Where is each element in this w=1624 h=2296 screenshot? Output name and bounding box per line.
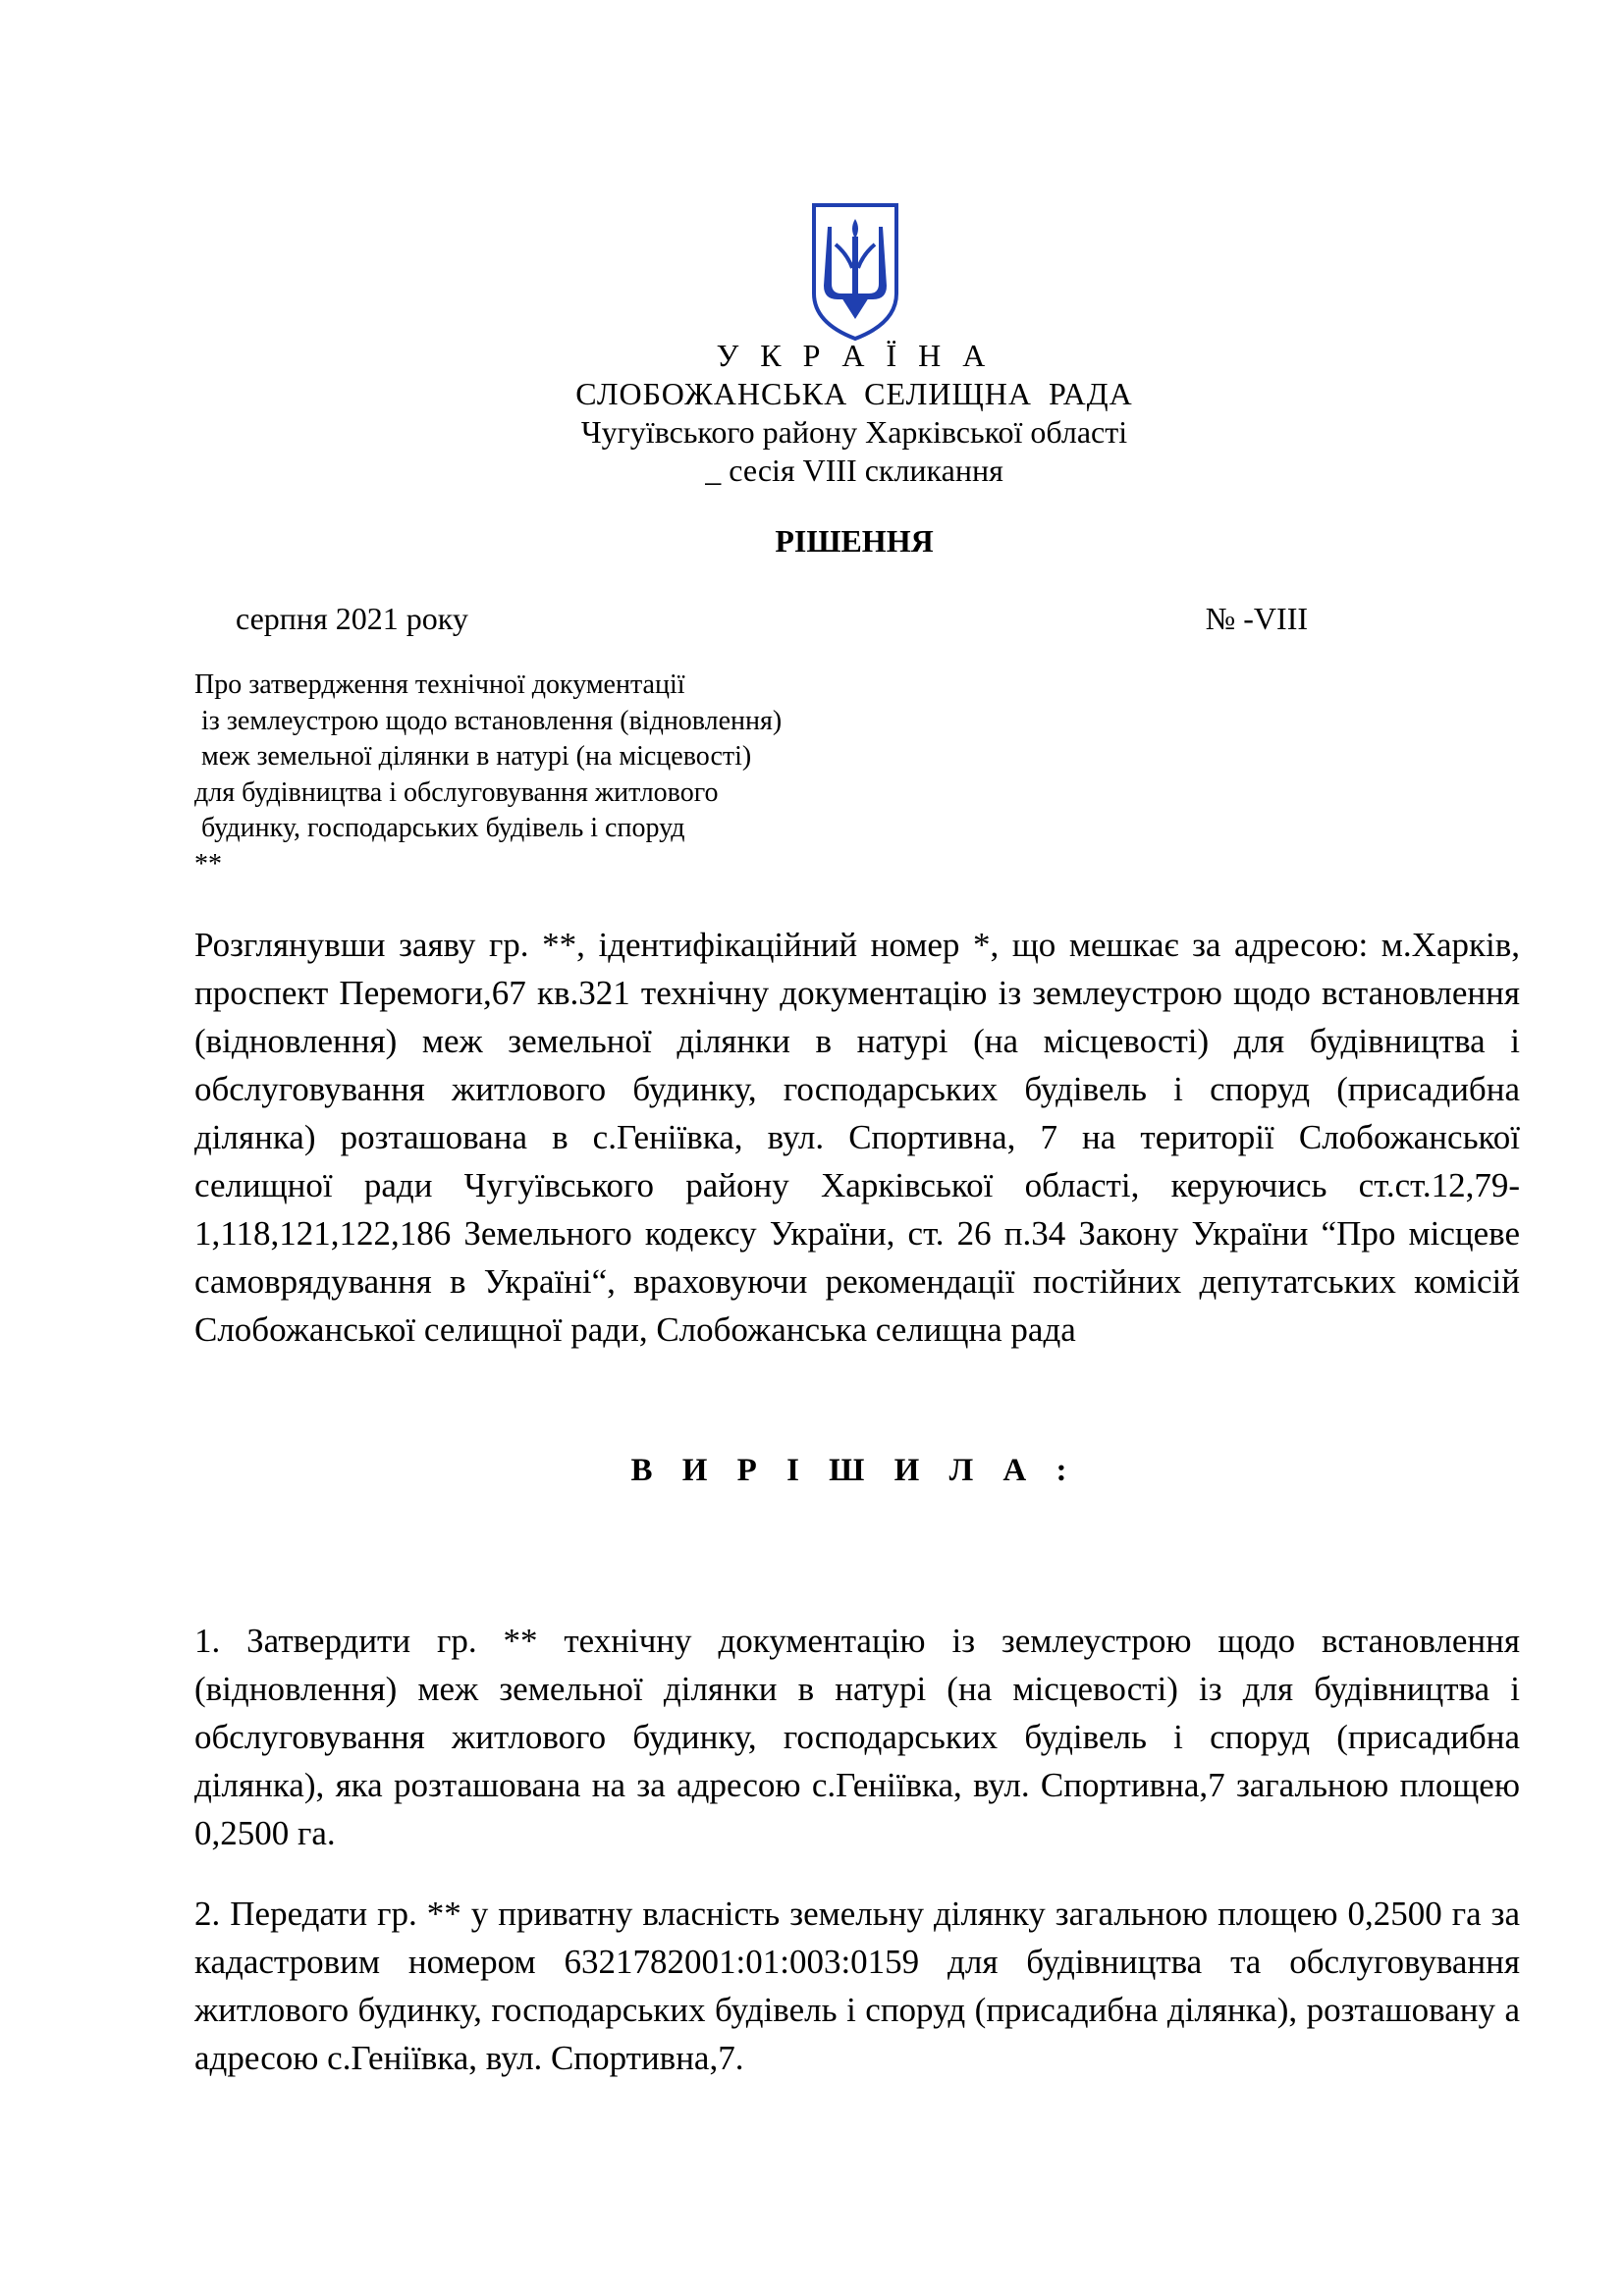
decision-date: серпня 2021 року: [236, 601, 468, 636]
session-line: _ сесія VIII скликання: [705, 453, 1003, 488]
country-name: У К Р А Ї Н А: [716, 338, 993, 373]
subject-line: із землеустрою щодо встановлення (відновлення): [194, 705, 783, 736]
decision-subject: [194, 667, 782, 882]
subject-line: Про затвердження технічної документації: [194, 669, 685, 700]
preamble-paragraph: Розглянувши заяву гр. **, ідентифікаційний номер *, що мешкає за адресою: м.Харків, проспект Перемоги,67 кв.321 технічну документацію із землеустрою щодо встановлення (відновлення) меж земельної ділянки в натурі (на місцевості) для будівництва і обслуговування житлового будинку, господарських будівель і споруд (присадибна ділянка) розташована в с.Геніївка, вул. Спортивна, 7 на території Слобожанської селищної ради Чугуївського району Харківської області, керуючись ст.ст.12,79-1,118,121,122,186 Земельного кодексу України, ст. 26 п.34 Закону України “Про місцеве самоврядування в Україні“, враховуючи рекомендації постійних депутатських комісій Слобожанської селищної ради, Слобожанська селищна рада: [194, 926, 1520, 1349]
document-title: РІШЕННЯ: [775, 523, 934, 559]
subject-line: **: [194, 848, 222, 880]
decision-item-1: 1. Затвердити гр. ** технічну документацію із землеустрою щодо встановлення (відновлення) меж земельної ділянки в натурі (на місцевості) із для будівництва і обслуговування житлового будинку, господарських будівель і споруд (присадибна ділянка), яка розташована на за адресою с.Геніївка, вул. Спортивна,7 загальною площею 0,2500 га.: [194, 1622, 1520, 1852]
decision-item-2: 2. Передати гр. ** у приватну власність земельну ділянку загальною площею 0,2500 га за кадастровим номером 6321782001:01:003:0159 для будівництва та обслуговування житлового будинку, господарських будівель і споруд (присадибна ділянка), розташовану а адресою с.Геніївка, вул. Спортивна,7.: [194, 1895, 1520, 2077]
district-name: Чугуївського району Харківської області: [580, 414, 1128, 450]
date-number-line: [236, 600, 1308, 637]
trident-coat-of-arms-icon: [808, 199, 902, 343]
decision-number: № -VIII: [1205, 601, 1308, 636]
subject-line: будинку, господарських будівель і споруд: [194, 813, 685, 843]
subject-line: для будівництва і обслуговування житлового: [194, 776, 719, 808]
resolved-heading: В И Р І Ш И Л А :: [630, 1453, 1078, 1488]
council-name: СЛОБОЖАНСЬКА СЕЛИЩНА РАДА: [575, 376, 1133, 411]
subject-line: меж земельної ділянки в натурі (на місцевості): [194, 741, 752, 772]
